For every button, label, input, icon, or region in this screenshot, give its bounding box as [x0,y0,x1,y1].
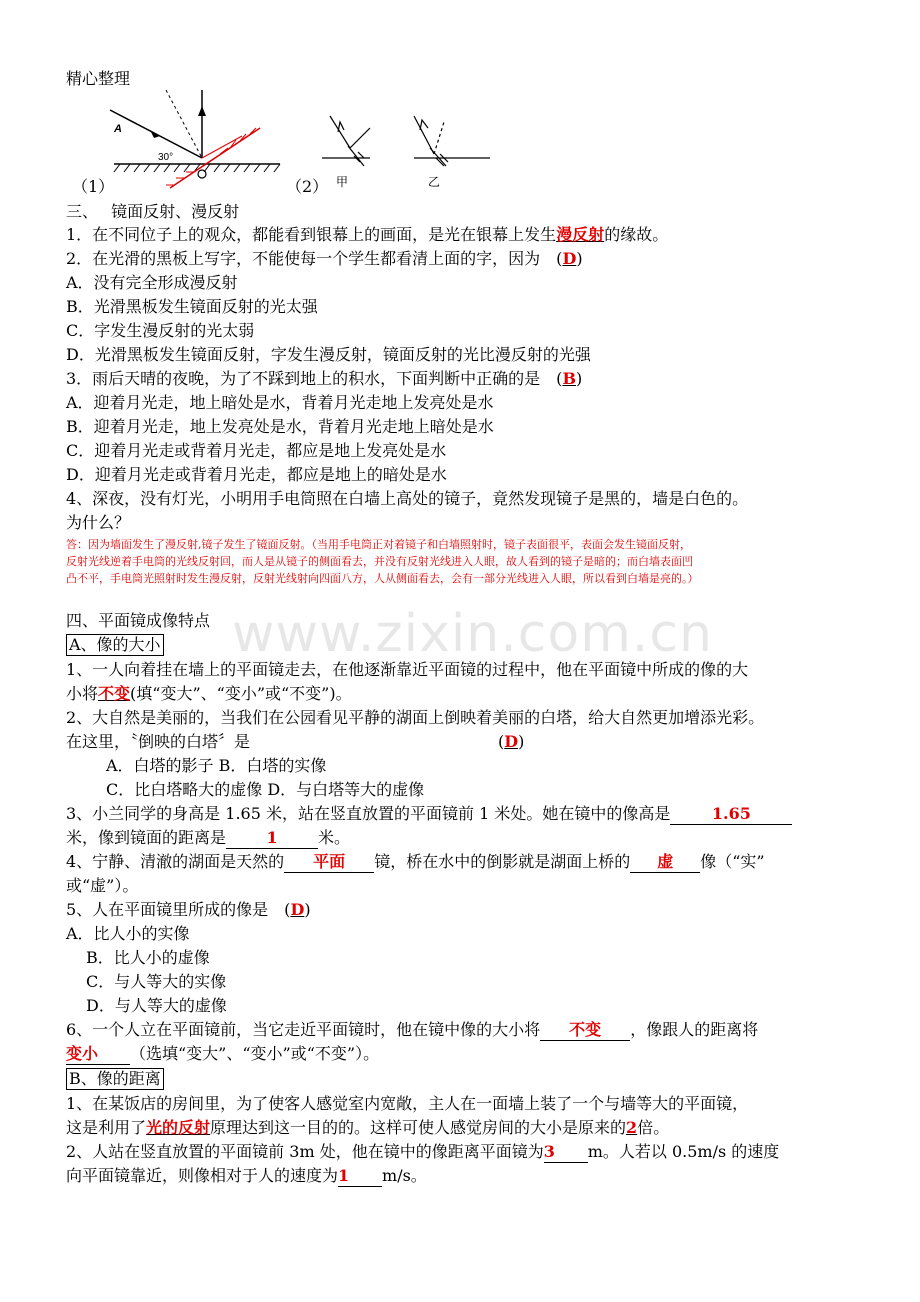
s4-a3-answer2: 1 [226,828,318,849]
s3-q3-option-a: A．迎着月光走，地上暗处是水，背着月光走地上发亮处是水 [66,393,494,412]
s4-a6-line2: 变小 （选填“变大”、“变小”或“不变”）。 [66,1044,380,1063]
s4-a5-option-a: A．比人小的实像 [66,924,190,943]
s3-q2-option-b: B．光滑黑板发生镜面反射的光太强 [66,297,318,316]
s4-a5-answer: D [290,900,305,919]
s4-a2-answer: D [504,732,519,751]
s3-q3-option-d: D．迎着月光走或背着月光走，都应是地上的暗处是水 [66,465,447,484]
s3-question-4-line1: 4、深夜，没有灯光，小明用手电筒照在白墙上高处的镜子，竟然发现镜子是黑的，墙是白色的。 [66,489,749,508]
s3-q3-option-c: C．迎着月光走或背着月光走，都应是地上发亮处是水 [66,441,447,460]
s3-question-2: 2．在光滑的黑板上写字，不能使每一个学生都看清上面的字，因为 (D) [66,249,583,268]
fig1-number: （1） [72,177,115,196]
s4-a3-line2: 米，像到镜面的距离是 1 米。 [66,828,351,847]
s3-question-4-line2: 为什么？ [66,513,131,532]
s4-a4-line2: 或“虚”）。 [66,876,139,895]
s3-question-3: 3．雨后天晴的夜晚，为了不踩到地上的积水，下面判断中正确的是 (B) [66,369,583,388]
s3-q4-answer-line2: 反射光线逆着手电筒的光线反射回，而人是从镜子的侧面看去，并没有反射光线进入人眼，故人看到的镜子是暗的；而白墙表面凹 [66,555,693,568]
s4-a3-line1: 3、小兰同学的身高是 1.65 米，站在竖直放置的平面镜前 1 米处。她在镜中的像高是 1.65 [66,803,792,825]
s4-b1-answer1: 光的反射 [146,1118,211,1137]
section4-box-b: B、像的距离 [66,1068,164,1090]
s3-q4-answer-line3: 凸不平，手电筒光照射时发生漫反射，反射光线射向四面八方，人从侧面看去，会有一部分光线进入人眼，所以看到白墙是亮的。） [66,572,699,585]
s4-a4-line1: 4、宁静、清澈的湖面是天然的 平面 镜，桥在水中的倒影就是湖面上桥的 虚 像（“实” [66,852,765,871]
header-label: 精心整理 [66,69,131,88]
s4-b1-line2: 这是利用了光的反射原理达到这一目的的。这样可使人感觉房间的大小是原来的2倍。 [66,1118,670,1137]
section4-title: 四、平面镜成像特点 [66,611,211,630]
s3-q2-option-d: D．光滑黑板发生镜面反射，字发生漫反射，镜面反射的光比漫反射的光强 [66,345,591,364]
s4-a3-answer1: 1.65 [670,804,792,825]
watermark: www.zixin.com.cn [232,604,713,664]
s3-q4-answer-line1: 答：因为墙面发生了漫反射,镜子发生了镜面反射。（当用手电筒正对着镜子和白墙照射时，镜子表面很平，表面会发生镜面反射， [66,538,691,551]
s4-b2-line1: 2、人站在竖直放置的平面镜前 3m 处，他在镜中的像距离平面镜为3 m。人若以 0.5m/s 的速度 [66,1142,780,1161]
fig1-label-a: A [114,123,122,135]
fig2-yi [414,116,490,166]
s4-a5-stem: 5、人在平面镜里所成的像是 (D) [66,900,311,919]
s4-a6-answer1: 不变 [540,1020,630,1041]
fig1-point-o [198,170,206,178]
fig1-red-mirror [170,128,260,188]
s4-a6-line1: 6、一个人立在平面镜前，当它走近平面镜时，他在镜中像的大小将 不变 ，像跟人的距离将 [66,1020,759,1039]
section4-box-a: A、像的大小 [66,634,164,656]
s4-b1-line1: 1、在某饭店的房间里，为了使客人感觉室内宽敞，主人在一面墙上装了一个与墙等大的平面镜， [66,1094,749,1113]
s4-a5-option-d: D．与人等大的虚像 [86,996,227,1015]
s3-q2-option-c: C．字发生漫反射的光太弱 [66,321,255,340]
s3-q2-answer: D [562,249,577,268]
s4-b2-answer2: 1 [338,1166,382,1187]
s3-q3-answer: B [562,369,576,388]
fig1-red-hatch [166,128,256,185]
s4-a4-answer1: 平面 [284,852,374,873]
s4-a1-line2: 小将不变(填“变大”、“变小”或“不变”)。 [66,684,352,703]
section3-title: 三、 镜面反射、漫反射 [66,202,240,221]
figure-2-reflection-diagram [318,108,498,194]
s3-q2-option-a: A．没有完全形成漫反射 [66,273,238,292]
s4-a2-line1: 2、大自然是美丽的，当我们在公园看见平静的湖面上倒映着美丽的白塔，给大自然更加增添光彩。 [66,708,765,727]
s4-a2-options-2: C．比白塔略大的虚像 D．与白塔等大的虚像 [106,780,425,799]
fig2-number: （2） [286,177,329,196]
s4-a2-line2: 在这里，〝倒映的白塔〞是 [66,732,251,751]
fig2-label-yi: 乙 [428,175,441,189]
s4-a1-line1: 1、一人向着挂在墙上的平面镜走去，在他逐渐靠近平面镜的过程中，他在平面镜中所成的像的大 [66,660,749,679]
s4-a5-option-b: B．比人小的虚像 [86,948,210,967]
s3-q1-answer: 漫反射 [556,225,605,244]
fig2-label-jia: 甲 [336,175,349,189]
s4-a2-options-1: A．白塔的影子 B．白塔的实像 [106,756,327,775]
fig1-label-angle: 30° [158,152,174,163]
s3-question-1: 1．在不同位子上的观众，都能看到银幕上的画面，是光在银幕上发生漫反射的缘故。 [66,225,669,244]
s4-b2-answer1: 3 [544,1142,588,1163]
s4-b2-line2: 向平面镜靠近，则像相对于人的速度为1 m/s。 [66,1166,427,1185]
s4-a5-option-c: C．与人等大的实像 [86,972,227,991]
fig1-red-normal [202,136,242,158]
s4-a4-answer2: 虚 [630,852,700,873]
s3-q3-option-b: B．迎着月光走，地上发亮处是水，背着月光走地上暗处是水 [66,417,494,436]
fig2-jia [322,116,370,166]
s4-a6-answer2: 变小 [66,1044,130,1065]
s4-a2-answer-group: (D) [498,732,525,751]
s4-a1-answer: 不变 [98,684,131,703]
s4-b1-answer2: 2 [626,1118,638,1137]
